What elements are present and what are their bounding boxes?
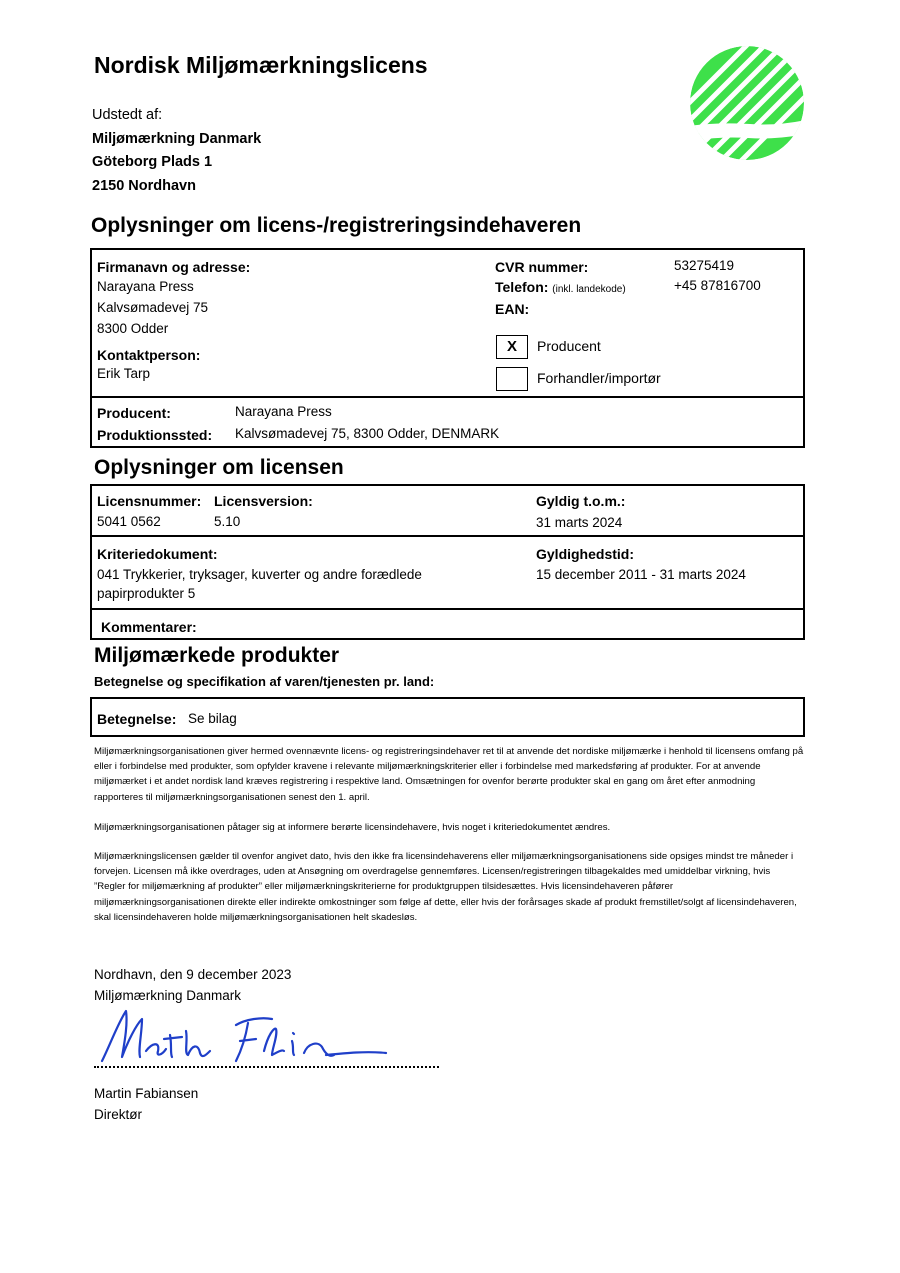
legal-paragraph-3: Miljømærkningslicensen gælder til ovenfor angivet dato, hvis den ikke fra licensindehaverens eller miljømærkningsorganisationens side opsiges mindst tre måneder i forvejen. Licensen må ikke overdrages, uden at Ansøgning om overdragelse gennemføres. Licensen/registreringen tilbagekaldes med umiddelbar virkning, hvis ”Regler for miljømærkning af produkter” eller miljømærkningskriterierne for produktgruppen tilsidesættes. Hvis licensindehaveren påfører miljømærkningsorganisationen direkte eller indirekte omkostninger som følge af dette, eller hvis der forårsages skade af produkt fremstillet/solgt af licensindehaveren, skal licensindehaveren holde miljømærkningsorganisationen helt skadesløs. <box>94 851 797 923</box>
producer-checkbox[interactable]: X <box>496 335 528 359</box>
designation-value: Se bilag <box>188 711 237 726</box>
phone-value: +45 87816700 <box>674 278 761 293</box>
license-heading: Oplysninger om licensen <box>94 456 344 479</box>
issuer-city: 2150 Nordhavn <box>92 177 196 194</box>
validity-period-value: 15 december 2011 - 31 marts 2024 <box>536 567 746 582</box>
place-date: Nordhavn, den 9 december 2023 <box>94 967 292 982</box>
issued-by-label: Udstedt af: <box>92 107 163 123</box>
holder-divider <box>92 396 803 398</box>
issuer-block <box>92 104 261 198</box>
signature-header <box>94 964 291 1006</box>
company-label: Firmanavn og adresse: <box>97 259 251 275</box>
products-heading: Miljømærkede produkter <box>94 644 340 667</box>
signatory-title: Direktør <box>94 1107 142 1122</box>
license-number-value: 5041 0562 <box>97 514 161 529</box>
nordic-swan-logo <box>688 44 806 162</box>
phone-label-group <box>495 279 626 295</box>
signing-organisation: Miljømærkning Danmark <box>94 988 242 1003</box>
legal-paragraph-1: Miljømærkningsorganisationen giver hermed ovennævnte licens- og registreringsindehaver ret til at anvende det nordiske miljømærke i henhold til licensens omfang på eller i forbindelse med produkter, som opfylder kravene i relevante miljømærkningskriterier eller i forbindelse med markedsføring af produkter. For at anvende miljømærket i et andet nordisk land kræves registrering i respektive land. Omsætningen for ovenfor berørte produkter skal en gang om året efter anmodning rapporteres til miljømærkningsorganisationen senest den 1. april. <box>94 746 804 803</box>
page-title: Nordisk Miljømærkningslicens <box>94 52 428 78</box>
dealer-checkbox[interactable] <box>496 367 528 391</box>
criteria-line-1: 041 Trykkerier, tryksager, kuverter og andre forædlede <box>97 567 422 582</box>
signatory-name: Martin Fabiansen <box>94 1086 199 1101</box>
contact-name: Erik Tarp <box>97 366 151 381</box>
license-number-label: Licensnummer: <box>97 493 202 509</box>
site-label: Produktionssted: <box>97 427 213 443</box>
products-subheading: Betegnelse og specifikation af varen/tjenesten pr. land: <box>94 674 435 689</box>
cvr-label: CVR nummer: <box>495 259 589 275</box>
comments-label: Kommentarer: <box>101 619 197 635</box>
company-line-1: Narayana Press <box>97 279 194 294</box>
valid-until-label: Gyldig t.o.m.: <box>536 493 626 509</box>
designation-box <box>90 697 805 737</box>
valid-until-value: 31 marts 2024 <box>536 515 623 530</box>
site-value: Kalvsømadevej 75, 8300 Odder, DENMARK <box>235 426 500 441</box>
dealer-option-label: Forhandler/importør <box>537 370 661 386</box>
producer-value: Narayana Press <box>235 404 332 419</box>
holder-box <box>90 248 805 448</box>
license-box <box>90 484 805 640</box>
issuer-name: Miljømærkning Danmark <box>92 130 262 147</box>
handwritten-signature <box>96 1005 396 1067</box>
signatory-block <box>94 1083 198 1125</box>
signature-line <box>94 1066 439 1068</box>
company-line-3: 8300 Odder <box>97 321 169 336</box>
producer-label: Producent: <box>97 405 171 421</box>
producer-option-label: Producent <box>537 338 601 354</box>
holder-heading: Oplysninger om licens-/registreringsindehaveren <box>91 214 582 237</box>
license-version-value: 5.10 <box>214 514 241 529</box>
company-line-2: Kalvsømadevej 75 <box>97 300 209 315</box>
criteria-line-2: papirprodukter 5 <box>97 586 196 601</box>
issuer-street: Göteborg Plads 1 <box>92 154 213 170</box>
ean-label: EAN: <box>495 301 530 317</box>
legal-paragraph-2: Miljømærkningsorganisationen påtager sig at informere berørte licensindehavere, hvis noget i kriteriedokumentet ændres. <box>94 822 611 833</box>
validity-period-label: Gyldighedstid: <box>536 546 634 562</box>
criteria-label: Kriteriedokument: <box>97 546 218 562</box>
license-version-label: Licensversion: <box>214 493 313 509</box>
phone-label: Telefon: <box>495 279 549 295</box>
designation-label: Betegnelse: <box>97 711 177 727</box>
contact-label: Kontaktperson: <box>97 347 201 363</box>
license-divider-2 <box>92 608 803 610</box>
license-divider-1 <box>92 535 803 537</box>
phone-note: (inkl. landekode) <box>552 284 626 295</box>
cvr-value: 53275419 <box>674 258 735 273</box>
